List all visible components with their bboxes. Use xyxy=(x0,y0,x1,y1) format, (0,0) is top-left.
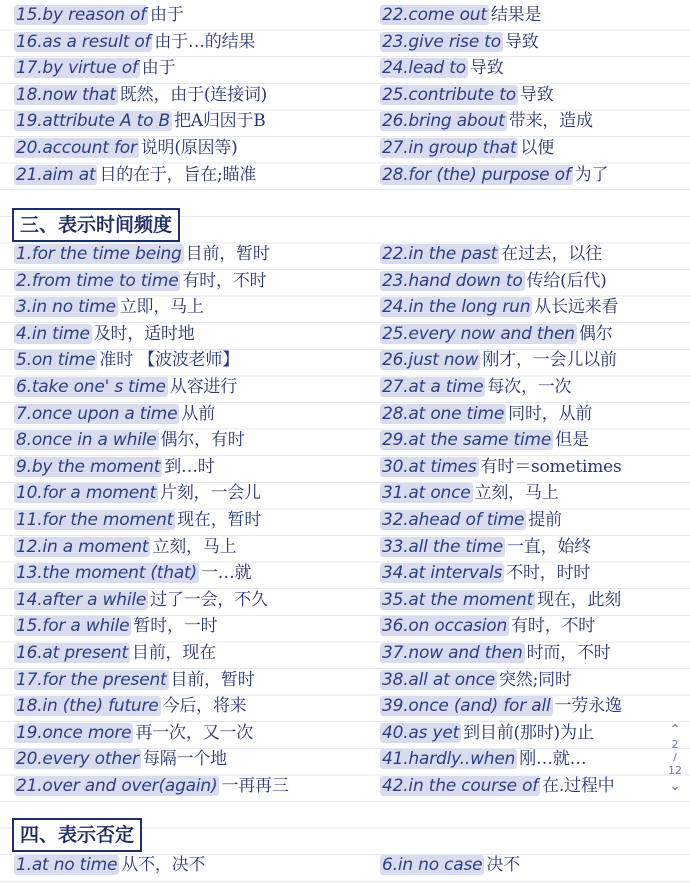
english-phrase: 6.in no case xyxy=(382,855,483,875)
chinese-meaning: 刚才，一会儿以前 xyxy=(482,350,617,371)
phrase-row xyxy=(0,55,690,82)
phrase-entry-right xyxy=(380,31,539,53)
chinese-meaning: 偶尔 xyxy=(578,323,613,344)
chinese-meaning: 不时，时时 xyxy=(506,563,591,584)
phrase-row xyxy=(0,321,690,348)
english-phrase: 25.contribute to xyxy=(382,84,516,105)
english-phrase: 19.attribute A to B xyxy=(16,111,170,132)
phrase-row xyxy=(0,401,690,428)
phrase-entry-left xyxy=(14,642,216,664)
phrase-entry-right xyxy=(380,270,607,292)
phrase-row xyxy=(0,2,690,29)
chinese-meaning: 在.过程中 xyxy=(542,775,615,796)
phrase-entry-right xyxy=(380,403,592,425)
phrase-entry-right xyxy=(380,536,591,558)
chinese-meaning: 在过去，以往 xyxy=(501,244,602,264)
page-indicator xyxy=(666,722,684,794)
english-phrase: 37.now and then xyxy=(382,642,523,663)
chinese-meaning: 结果是 xyxy=(490,5,542,25)
chinese-meaning: 把A归因于B xyxy=(173,111,266,132)
chinese-meaning: 由于…的结果 xyxy=(154,31,256,52)
english-phrase: 28.at one time xyxy=(382,403,505,424)
english-phrase: 1.at no time xyxy=(16,855,118,875)
phrase-entry-left xyxy=(14,349,239,371)
english-phrase: 33.all the time xyxy=(382,536,504,557)
chinese-meaning: 从容进行 xyxy=(169,376,237,397)
phrase-row xyxy=(0,427,690,454)
phrase-entry-right xyxy=(380,84,554,106)
english-phrase: 9.by the moment xyxy=(16,456,161,477)
english-phrase: 8.once in a while xyxy=(16,430,157,451)
english-phrase: 5.on time xyxy=(16,350,96,371)
phrase-entry-left xyxy=(14,456,215,478)
english-phrase: 34.at intervals xyxy=(382,563,503,584)
english-phrase: 12.in a moment xyxy=(16,536,149,557)
english-phrase: 40.as yet xyxy=(382,722,460,743)
chinese-meaning: 提前 xyxy=(528,509,562,530)
page-separator: / xyxy=(673,751,677,764)
chinese-meaning: 及时，适时地 xyxy=(93,323,195,344)
english-phrase: 21.aim at xyxy=(16,164,96,185)
english-phrase: 20.every other xyxy=(16,749,139,770)
english-phrase: 4.in time xyxy=(16,323,90,344)
phrase-entry-right xyxy=(380,615,595,637)
chinese-meaning: 再一次，又一次 xyxy=(135,722,254,743)
phrase-row xyxy=(0,560,690,587)
chinese-meaning: 带来，造成 xyxy=(508,111,593,132)
chinese-meaning: 偶尔，有时 xyxy=(160,430,245,451)
english-phrase: 11.for the moment xyxy=(16,509,174,530)
phrase-entry-right xyxy=(380,429,589,451)
phrase-entry-left xyxy=(14,748,227,770)
phrase-row xyxy=(0,667,690,694)
chinese-meaning: 由于 xyxy=(141,58,176,79)
phrase-row xyxy=(0,587,690,614)
phrase-row xyxy=(0,693,690,720)
chinese-meaning: 目前，现在 xyxy=(131,642,216,663)
phrase-entry-right xyxy=(380,57,504,79)
phrase-entry-left xyxy=(14,84,267,106)
chinese-meaning: 一…就 xyxy=(200,563,252,584)
chinese-meaning: 现在，暂时 xyxy=(177,509,262,530)
phrase-row xyxy=(0,507,690,534)
english-phrase: 6.take one' s time xyxy=(16,376,166,397)
english-phrase: 16.at present xyxy=(16,642,128,663)
chinese-meaning: 传给(后代) xyxy=(526,270,607,291)
chevron-down-icon[interactable]: ⌄ xyxy=(669,778,681,794)
chinese-meaning: 时而，不时 xyxy=(526,642,611,663)
english-phrase: 28.for (the) purpose of xyxy=(382,164,571,185)
phrase-entry-left xyxy=(14,854,205,876)
chinese-meaning: 到目前(那时)为止 xyxy=(463,722,594,743)
phrase-entry-left xyxy=(14,270,266,292)
chinese-meaning: 从前 xyxy=(181,403,215,424)
chinese-meaning: 导致 xyxy=(519,84,554,105)
phrase-entry-left xyxy=(14,429,245,451)
english-phrase: 2.from time to time xyxy=(16,270,179,291)
english-phrase: 24.lead to xyxy=(382,58,466,79)
phrase-entry-left xyxy=(14,775,289,797)
phrase-entry-left xyxy=(14,31,255,53)
chinese-meaning: 有时，不时 xyxy=(182,270,267,291)
chinese-meaning: 到…时 xyxy=(164,456,215,477)
phrase-row xyxy=(0,135,690,162)
total-page-number: 12 xyxy=(668,764,682,777)
phrase-row xyxy=(0,640,690,667)
english-phrase: 29.at the same time xyxy=(382,430,552,451)
phrase-entry-left xyxy=(14,57,175,79)
phrase-entry-right xyxy=(380,642,611,664)
english-phrase: 26.bring about xyxy=(382,111,505,132)
english-phrase: 21.over and over(again) xyxy=(16,775,218,796)
chinese-meaning: 导致 xyxy=(504,31,539,52)
phrase-entry-right xyxy=(380,589,621,611)
current-page-number: 2 xyxy=(671,738,679,751)
english-phrase: 1.for the time being xyxy=(16,244,182,264)
phrase-entry-right xyxy=(380,4,541,26)
phrase-entry-left xyxy=(14,296,204,318)
english-phrase: 23.hand down to xyxy=(382,270,523,291)
chinese-meaning: 由于 xyxy=(149,5,184,25)
chinese-meaning: 一再再三 xyxy=(221,775,289,796)
phrase-row xyxy=(0,720,690,747)
causal-phrases-list xyxy=(0,2,690,188)
english-phrase: 25.every now and then xyxy=(382,323,575,344)
phrase-entry-right xyxy=(380,722,594,744)
phrase-entry-left xyxy=(14,536,236,558)
chinese-meaning: 刚…就… xyxy=(519,749,587,770)
phrase-entry-right xyxy=(380,110,593,132)
phrase-row xyxy=(0,480,690,507)
chinese-meaning: 既然，由于(连接词) xyxy=(119,84,268,105)
phrase-entry-right xyxy=(380,323,612,345)
chinese-meaning: 但是 xyxy=(555,430,589,451)
english-phrase: 23.give rise to xyxy=(382,31,501,52)
phrase-entry-right xyxy=(380,482,559,504)
english-phrase: 3.in no time xyxy=(16,297,116,318)
english-phrase: 14.after a while xyxy=(16,589,147,610)
phrase-entry-right xyxy=(380,509,562,531)
phrase-entry-left xyxy=(14,615,217,637)
chinese-meaning: 今后，将来 xyxy=(162,696,247,717)
negation-phrases-list xyxy=(0,852,690,879)
phrase-entry-right xyxy=(380,669,572,691)
english-phrase: 27.at a time xyxy=(382,376,484,397)
chinese-meaning: 目前，暂时 xyxy=(170,669,255,690)
phrase-row xyxy=(0,241,690,268)
chinese-meaning: 导致 xyxy=(469,58,504,79)
phrase-entry-right xyxy=(380,695,622,717)
chinese-meaning: 目前，暂时 xyxy=(185,244,270,264)
english-phrase: 16.as a result of xyxy=(16,31,151,52)
phrase-entry-right xyxy=(380,296,618,318)
english-phrase: 39.once (and) for all xyxy=(382,696,551,717)
chinese-meaning: 目的在于，旨在;瞄准 xyxy=(99,164,257,185)
english-phrase: 17.by virtue of xyxy=(16,58,138,79)
phrase-entry-left xyxy=(14,4,184,26)
chinese-meaning: 为了 xyxy=(574,164,609,185)
phrase-entry-right xyxy=(380,349,617,371)
phrase-row xyxy=(0,29,690,56)
phrase-row xyxy=(0,162,690,189)
phrase-entry-right xyxy=(380,748,586,770)
phrase-row xyxy=(0,613,690,640)
english-phrase: 22.come out xyxy=(382,5,487,25)
phrase-row xyxy=(0,268,690,295)
phrase-row xyxy=(0,534,690,561)
english-phrase: 41.hardly..when xyxy=(382,749,516,770)
english-phrase: 31.at once xyxy=(382,483,471,504)
time-frequency-phrases-list xyxy=(0,241,690,799)
phrase-entry-right xyxy=(380,137,554,159)
chevron-up-icon[interactable]: ⌃ xyxy=(669,722,681,738)
phrase-entry-left xyxy=(14,110,266,132)
phrase-row xyxy=(0,773,690,800)
chinese-meaning: 过了一会，不久 xyxy=(150,589,268,610)
phrase-entry-right xyxy=(380,243,602,265)
chinese-meaning: 有时，不时 xyxy=(511,616,596,637)
chinese-meaning: 每隔一个地 xyxy=(142,749,227,770)
phrase-row xyxy=(0,454,690,481)
english-phrase: 42.in the course of xyxy=(382,775,539,796)
english-phrase: 32.ahead of time xyxy=(382,509,525,530)
phrase-row xyxy=(0,82,690,109)
chinese-meaning: 立刻，马上 xyxy=(474,483,559,504)
english-phrase: 15.for a while xyxy=(16,616,130,637)
chinese-meaning: 同时，从前 xyxy=(508,403,593,424)
chinese-meaning: 现在，此刻 xyxy=(537,589,622,610)
english-phrase: 36.on occasion xyxy=(382,616,508,637)
phrase-entry-left xyxy=(14,243,270,265)
phrase-row xyxy=(0,852,690,879)
english-phrase: 18.now that xyxy=(16,84,116,105)
phrase-entry-left xyxy=(14,509,261,531)
phrase-entry-left xyxy=(14,562,251,584)
phrase-entry-right xyxy=(380,164,608,186)
phrase-entry-left xyxy=(14,722,253,744)
phrase-row xyxy=(0,347,690,374)
phrase-entry-left xyxy=(14,323,195,345)
phrase-entry-left xyxy=(14,669,255,691)
chinese-meaning: 决不 xyxy=(486,855,520,875)
chinese-meaning: 有时＝sometimes xyxy=(480,456,622,477)
chinese-meaning: 每次，一次 xyxy=(487,376,572,397)
chinese-meaning: 一劳永逸 xyxy=(554,696,622,717)
english-phrase: 22.in the past xyxy=(382,244,498,264)
english-phrase: 26.just now xyxy=(382,350,479,371)
chinese-meaning: 一直，始终 xyxy=(507,536,592,557)
chinese-meaning: 暂时，一时 xyxy=(133,616,218,637)
phrase-entry-left xyxy=(14,376,237,398)
english-phrase: 13.the moment (that) xyxy=(16,563,197,584)
chinese-meaning: 突然;同时 xyxy=(498,669,572,690)
phrase-entry-right xyxy=(380,456,622,478)
phrase-entry-left xyxy=(14,589,268,611)
phrase-entry-left xyxy=(14,403,215,425)
phrase-entry-left xyxy=(14,482,261,504)
chinese-meaning: 从长远来看 xyxy=(534,297,619,318)
phrase-row xyxy=(0,374,690,401)
phrase-row xyxy=(0,294,690,321)
phrase-entry-right xyxy=(380,775,614,797)
english-phrase: 35.at the moment xyxy=(382,589,534,610)
phrase-entry-left xyxy=(14,164,256,186)
chinese-meaning: 准时 【波波老师】 xyxy=(99,350,240,371)
chinese-meaning: 立刻，马上 xyxy=(152,536,237,557)
phrase-entry-right xyxy=(380,376,571,398)
chinese-meaning: 从不，决不 xyxy=(121,855,206,875)
chinese-meaning: 片刻，一会儿 xyxy=(160,483,261,504)
english-phrase: 17.for the present xyxy=(16,669,167,690)
phrase-row xyxy=(0,746,690,773)
english-phrase: 18.in (the) future xyxy=(16,696,159,717)
phrase-entry-left xyxy=(14,695,247,717)
english-phrase: 38.all at once xyxy=(382,669,495,690)
english-phrase: 24.in the long run xyxy=(382,297,531,318)
english-phrase: 7.once upon a time xyxy=(16,403,178,424)
english-phrase: 10.for a moment xyxy=(16,483,157,504)
section-heading-negation: 四、表示否定 xyxy=(12,818,142,852)
english-phrase: 30.at times xyxy=(382,456,477,477)
section-heading-time-frequency: 三、表示时间频度 xyxy=(12,208,180,242)
phrase-entry-left xyxy=(14,137,238,159)
english-phrase: 15.by reason of xyxy=(16,5,146,25)
english-phrase: 19.once more xyxy=(16,722,132,743)
phrase-row xyxy=(0,108,690,135)
phrase-entry-right xyxy=(380,562,590,584)
chinese-meaning: 立即，马上 xyxy=(119,297,204,318)
english-phrase: 20.account for xyxy=(16,137,137,158)
chinese-meaning: 以便 xyxy=(520,137,555,158)
chinese-meaning: 说明(原因等) xyxy=(140,137,238,158)
english-phrase: 27.in group that xyxy=(382,137,517,158)
phrase-entry-right xyxy=(380,854,520,876)
